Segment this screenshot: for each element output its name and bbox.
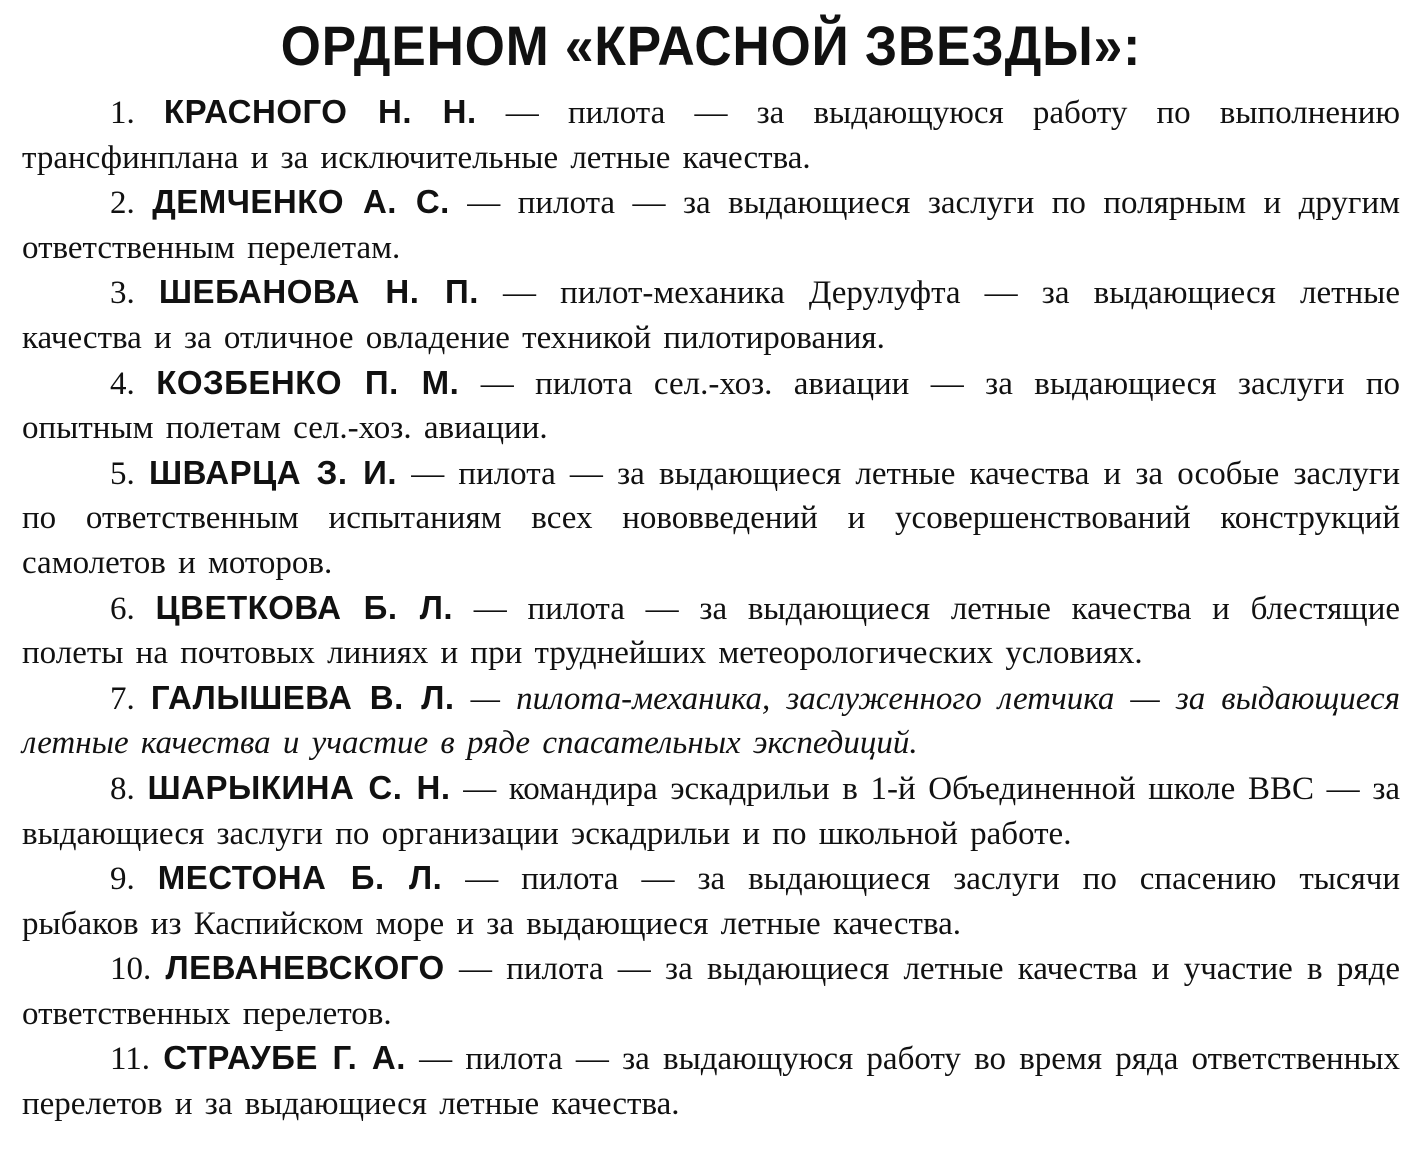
award-entry — [22, 451, 1400, 586]
awardee-name: СТРАУБЕ Г. А. — [163, 1039, 406, 1077]
award-reason: — пилота — за выдающиеся летные качества и за особые заслуги по ответственным испытаниям всех нововведений и усовершенствований конструкций самолетов и моторов. — [22, 455, 1400, 581]
award-entry — [22, 946, 1400, 1036]
award-entry — [22, 180, 1400, 270]
award-reason: — пилота-механика, заслуженного летчика — за выдающиеся летные качества и участие в ряде спасательных экспедиций. — [22, 680, 1400, 762]
entry-number: 2. — [110, 185, 135, 222]
awardee-name: ШЕБАНОВА Н. П. — [158, 273, 479, 311]
awardee-name: КРАСНОГО Н. Н. — [163, 93, 477, 130]
entry-number: 1. — [110, 95, 135, 131]
entry-number: 8. — [110, 770, 135, 807]
entry-number: 11. — [110, 1041, 151, 1078]
newspaper-column — [22, 8, 1400, 1127]
award-reason: — пилота — за выдающиеся заслуги по спасению тысячи рыбаков из Каспийском море и за выдающиеся летные качества. — [22, 861, 1401, 942]
entry-number: 9. — [110, 861, 135, 898]
award-entry — [22, 856, 1400, 946]
awardee-name: ГАЛЫШЕВА В. Л. — [150, 678, 455, 716]
award-entry — [22, 1036, 1400, 1126]
award-reason: — пилота сел.-хоз. авиации — за выдающиеся заслуги по опытным полетам сел.-хоз. авиации. — [22, 365, 1400, 447]
award-entry — [22, 586, 1400, 676]
page-title: ОРДЕНОМ «КРАСНОЙ ЗВЕЗДЫ»: — [280, 14, 1142, 77]
awardee-name: МЕСТОНА Б. Л. — [157, 859, 443, 897]
award-entry — [22, 766, 1400, 856]
awardee-name: ДЕМЧЕНКО А. С. — [152, 183, 450, 221]
entry-number: 7. — [110, 680, 135, 717]
award-reason: — пилота — за выдающиеся летные качества и блестящие полеты на почтовых линиях и при труднейших метеорологических условиях. — [22, 590, 1401, 672]
entry-number: 3. — [110, 275, 135, 312]
entry-number: 6. — [110, 590, 135, 627]
award-reason: — командира эскадрильи в 1-й Объединенной школе ВВС — за выдающиеся заслуги по организации эскадрильи и по школьной работе. — [22, 770, 1401, 852]
award-reason: — пилота — за выдающуюся работу по выполнению трансфинплана и за исключительные летные качества. — [22, 95, 1401, 176]
awardee-name: ЛЕВАНЕВСКОГО — [165, 949, 445, 987]
award-reason: — пилота — за выдающуюся работу во время ряда ответственных перелетов и за выдающиеся летные качества. — [22, 1041, 1400, 1123]
awardee-name: ШВАРЦА З. И. — [148, 453, 398, 491]
awardee-name: ШАРЫКИНА С. Н. — [147, 768, 451, 806]
award-entry — [22, 270, 1400, 360]
award-entry — [22, 90, 1400, 180]
award-entry — [22, 361, 1400, 451]
entry-number: 5. — [110, 455, 135, 492]
award-reason: — пилота — за выдающиеся заслуги по полярным и другим ответственным перелетам. — [22, 185, 1400, 266]
awardee-name: ЦВЕТКОВА Б. Л. — [155, 588, 454, 626]
entry-number: 4. — [110, 365, 135, 402]
award-entry — [22, 676, 1400, 766]
awardee-name: КОЗБЕНКО П. М. — [156, 363, 460, 401]
award-reason: — пилота — за выдающиеся летные качества и участие в ряде ответственных перелетов. — [22, 951, 1401, 1032]
award-reason: — пилот-механика Дерулуфта — за выдающиеся летные качества и за отличное овладение техникой пилотирования. — [22, 275, 1400, 356]
entry-number: 10. — [110, 951, 152, 988]
